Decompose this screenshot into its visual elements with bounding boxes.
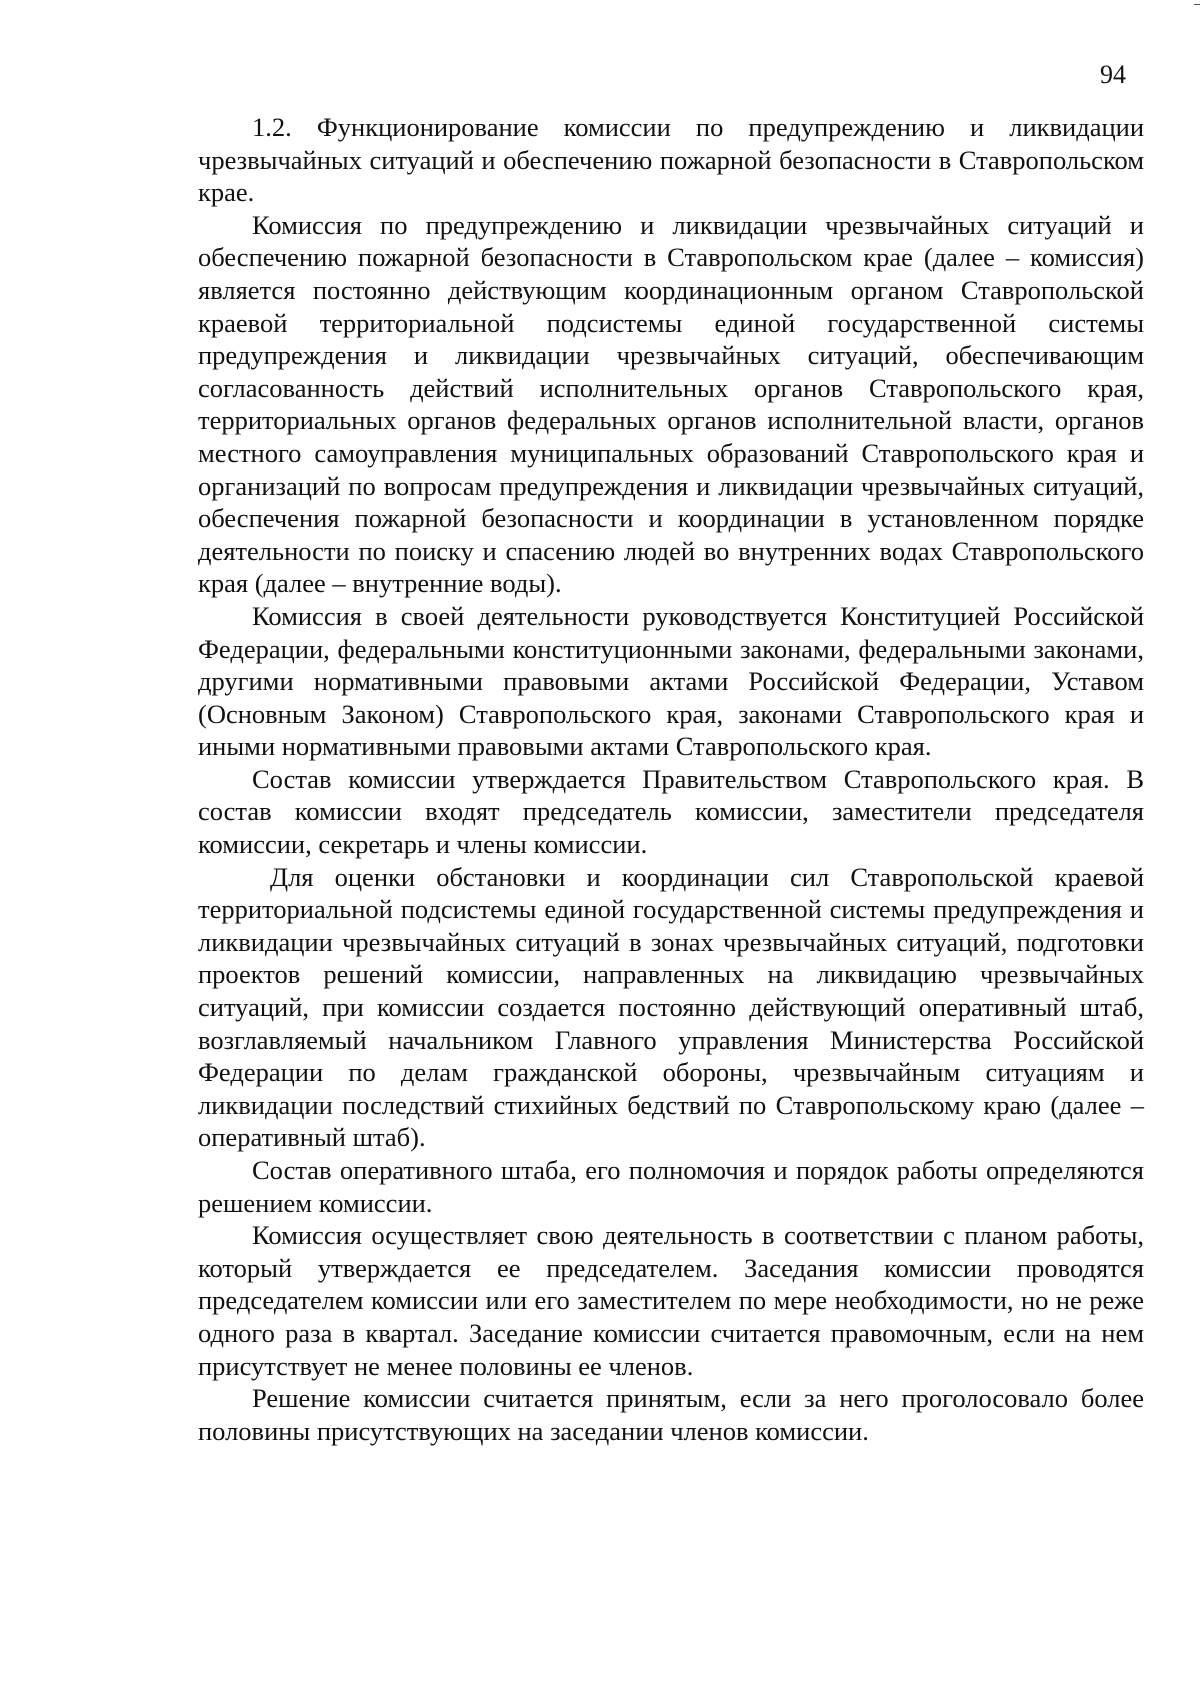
paragraph-commission-definition: Комиссия по предупреждению и ликвидации чрезвычайных ситуаций и обеспечению пожарной безопасности в Ставропольском крае (далее – комиссия) является постоянно действующим координационным органом Ставропольской краевой территориальной подсистемы единой государственной системы предупреждения и ликвидации чрезвычайных ситуаций, обеспечивающим согласованность действий исполнительных органов Ставропольского края, территориальных органов федеральных органов исполнительной власти, органов местного самоуправления муниципальных образований Ставропольского края и организаций по вопросам предупреждения и ликвидации чрезвычайных ситуаций, обеспечения пожарной безопасности и координации в установленном порядке деятельности по поиску и спасению людей во внутренних водах Ставропольского края (далее – внутренние воды).	[198, 209, 1144, 599]
paragraph-legal-basis: Комиссия в своей деятельности руководствуется Конституцией Российской Федерации, федеральными конституционными законами, федеральными законами, другими нормативными правовыми актами Российской Федерации, Уставом (Основным Законом) Ставропольского края, законами Ставропольского края и иными нормативными правовыми актами Ставропольского края.	[198, 600, 1144, 762]
paragraph-decision-rule: Решение комиссии считается принятым, если за него проголосовало более половины присутствующих на заседании членов комиссии.	[198, 1383, 1144, 1446]
page-number: 94	[1100, 60, 1126, 89]
paragraph-headquarters-powers: Состав оперативного штаба, его полномочия и порядок работы определяются решением комиссии.	[198, 1155, 1144, 1218]
paragraph-work-plan: Комиссия осуществляет свою деятельность в соответствии с планом работы, который утверждается ее председателем. Заседания комиссии проводятся председателем комиссии или его заместителем по мере необходимости, но не реже одного раза в квартал. Заседание комиссии считается правомочным, если на нем присутствует не менее половины ее членов.	[198, 1220, 1144, 1381]
document-body	[198, 111, 1144, 1447]
section-heading-paragraph: 1.2. Функционирование комиссии по предупреждению и ликвидации чрезвычайных ситуаций и обеспечению пожарной безопасности в Ставропольском крае.	[198, 112, 1144, 208]
paragraph-operational-headquarters: Для оценки обстановки и координации сил Ставропольской краевой территориальной подсистемы единой государственной системы предупреждения и ликвидации чрезвычайных ситуаций в зонах чрезвычайных ситуаций, подготовки проектов решений комиссии, направленных на ликвидацию чрезвычайных ситуаций, при комиссии создается постоянно действующий оперативный штаб, возглавляемый начальником Главного управления Министерства Российской Федерации по делам гражданской обороны, чрезвычайным ситуациям и ликвидации последствий стихийных бедствий по Ставропольскому краю (далее – оперативный штаб).	[198, 861, 1144, 1153]
paragraph-composition: Состав комиссии утверждается Правительством Ставропольского края. В состав комиссии входят председатель комиссии, заместители председателя комиссии, секретарь и члены комиссии.	[198, 763, 1144, 860]
scan-edge-mark	[1194, 4, 1200, 5]
